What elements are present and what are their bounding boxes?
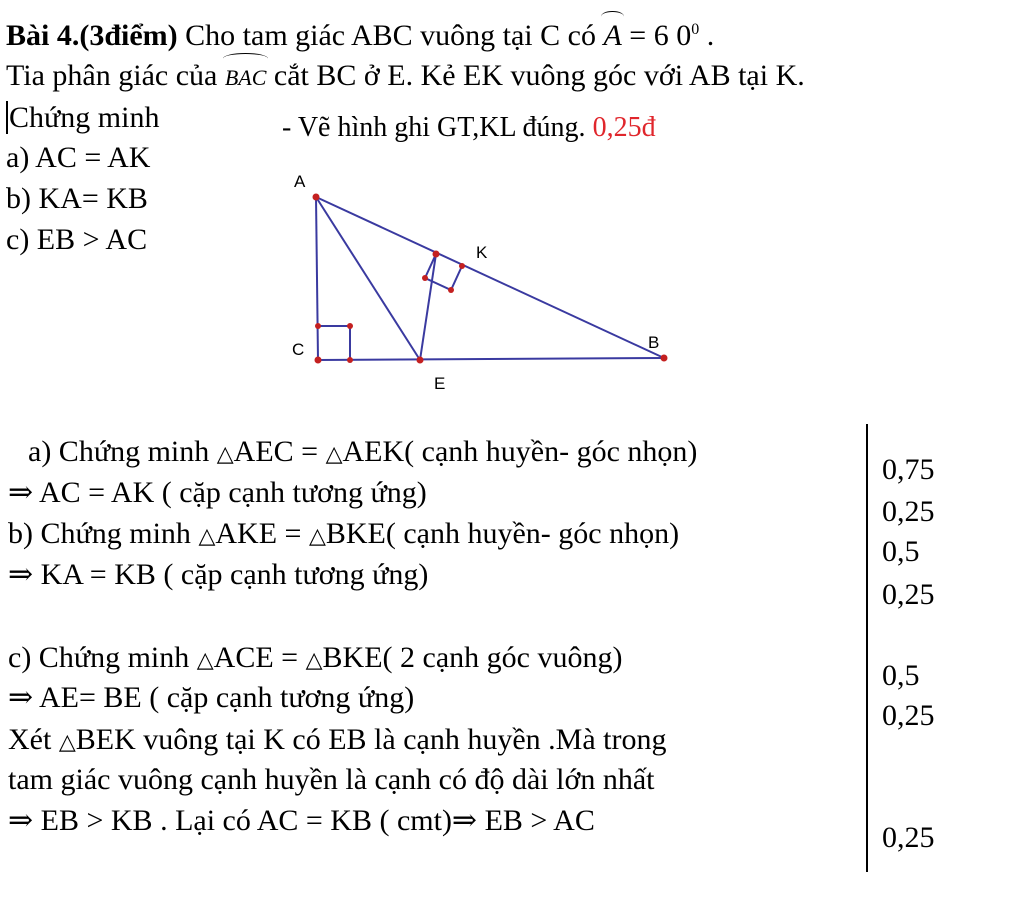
gt-kl-text: - Vẽ hình ghi GT,KL đúng. bbox=[282, 112, 586, 143]
mark-c1 bbox=[315, 323, 321, 329]
point-k bbox=[433, 251, 440, 258]
bisector-text: Tia phân giác của bbox=[6, 59, 225, 92]
label-k: K bbox=[476, 243, 488, 262]
triangle-symbol: △ bbox=[308, 523, 326, 548]
score-a2: 0,25 bbox=[882, 495, 935, 528]
solution-c3-rest: BEK vuông tại K có EB là cạnh huyền .Mà trong bbox=[75, 723, 667, 756]
solution-a1-math2: AEK( cạnh huyền- góc nhọn) bbox=[342, 435, 698, 468]
solution-c5: ⇒ EB > KB . Lại có AC = KB ( cmt)⇒ EB > AC bbox=[8, 804, 595, 837]
segment-ac bbox=[316, 197, 318, 360]
solution-a1-text: a) Chứng minh bbox=[28, 435, 217, 468]
solution-b1-math: AKE = bbox=[215, 517, 309, 550]
triangle-symbol: △ bbox=[216, 441, 234, 466]
problem-title: Bài 4.(3điểm) bbox=[6, 19, 178, 52]
solution-b1-math2: BKE( cạnh huyền- góc nhọn) bbox=[325, 517, 680, 550]
angle-bac: BAC bbox=[225, 60, 267, 96]
score-b1: 0,5 bbox=[882, 535, 920, 568]
angle-a: A bbox=[603, 19, 622, 52]
label-c: C bbox=[292, 340, 305, 359]
label-e: E bbox=[434, 374, 446, 393]
score-divider bbox=[866, 424, 868, 872]
right-angle-c bbox=[318, 326, 350, 360]
point-a bbox=[313, 194, 320, 201]
part-a: a) AC = AK bbox=[6, 141, 151, 174]
solution-c3-start: Xét bbox=[8, 723, 59, 756]
triangle-symbol: △ bbox=[325, 441, 343, 466]
prove-label: Chứng minh bbox=[6, 101, 159, 134]
score-c2: 0,25 bbox=[882, 699, 935, 732]
triangle-symbol: △ bbox=[58, 729, 76, 754]
part-c: c) EB > AC bbox=[6, 223, 148, 256]
gt-kl-score: 0,25đ bbox=[592, 112, 656, 143]
bisector-rest: cắt BC ở E. Kẻ EK vuông góc với AB tại K. bbox=[266, 59, 805, 92]
mark-c2 bbox=[347, 323, 353, 329]
solution-b1 bbox=[8, 516, 679, 554]
score-a1: 0,75 bbox=[882, 453, 935, 486]
score-c3: 0,25 bbox=[882, 821, 935, 854]
label-a: A bbox=[294, 172, 306, 191]
mark-k3 bbox=[422, 275, 428, 281]
solution-c2: ⇒ AE= BE ( cặp cạnh tương ứng) bbox=[8, 681, 415, 714]
solution-b1-text: b) Chứng minh bbox=[8, 517, 199, 550]
solution-b2: ⇒ KA = KB ( cặp cạnh tương ứng) bbox=[8, 558, 429, 591]
triangle-symbol: △ bbox=[196, 647, 214, 672]
triangle-symbol: △ bbox=[305, 647, 323, 672]
solution-a1-math: AEC = bbox=[233, 435, 326, 468]
triangle-symbol: △ bbox=[198, 523, 216, 548]
score-c1: 0,5 bbox=[882, 659, 920, 692]
solution-c4: tam giác vuông cạnh huyền là cạnh có độ dài lớn nhất bbox=[8, 763, 655, 796]
solution-c1-text: c) Chứng minh bbox=[8, 641, 197, 674]
mark-k1 bbox=[459, 263, 465, 269]
solution-a1 bbox=[28, 434, 697, 472]
degree-sign: 0 bbox=[691, 21, 700, 38]
label-b: B bbox=[648, 333, 660, 352]
solution-a2: ⇒ AC = AK ( cặp cạnh tương ứng) bbox=[8, 476, 427, 509]
problem-text: Cho tam giác ABC vuông tại C có bbox=[177, 19, 604, 52]
solution-c1 bbox=[8, 640, 622, 678]
mark-c3 bbox=[347, 357, 353, 363]
period: . bbox=[699, 19, 715, 52]
segment-cb bbox=[318, 358, 664, 360]
point-c bbox=[315, 357, 322, 364]
solution-c1-math2: BKE( 2 cạnh góc vuông) bbox=[322, 641, 623, 674]
solution-c3 bbox=[8, 722, 666, 760]
solution-c1-math: ACE = bbox=[213, 641, 306, 674]
part-b: b) KA= KB bbox=[6, 182, 148, 215]
angle-value: = 6 0 bbox=[621, 19, 692, 52]
mark-k2 bbox=[448, 287, 454, 293]
point-e bbox=[417, 357, 424, 364]
point-b bbox=[661, 355, 668, 362]
score-b2: 0,25 bbox=[882, 578, 935, 611]
